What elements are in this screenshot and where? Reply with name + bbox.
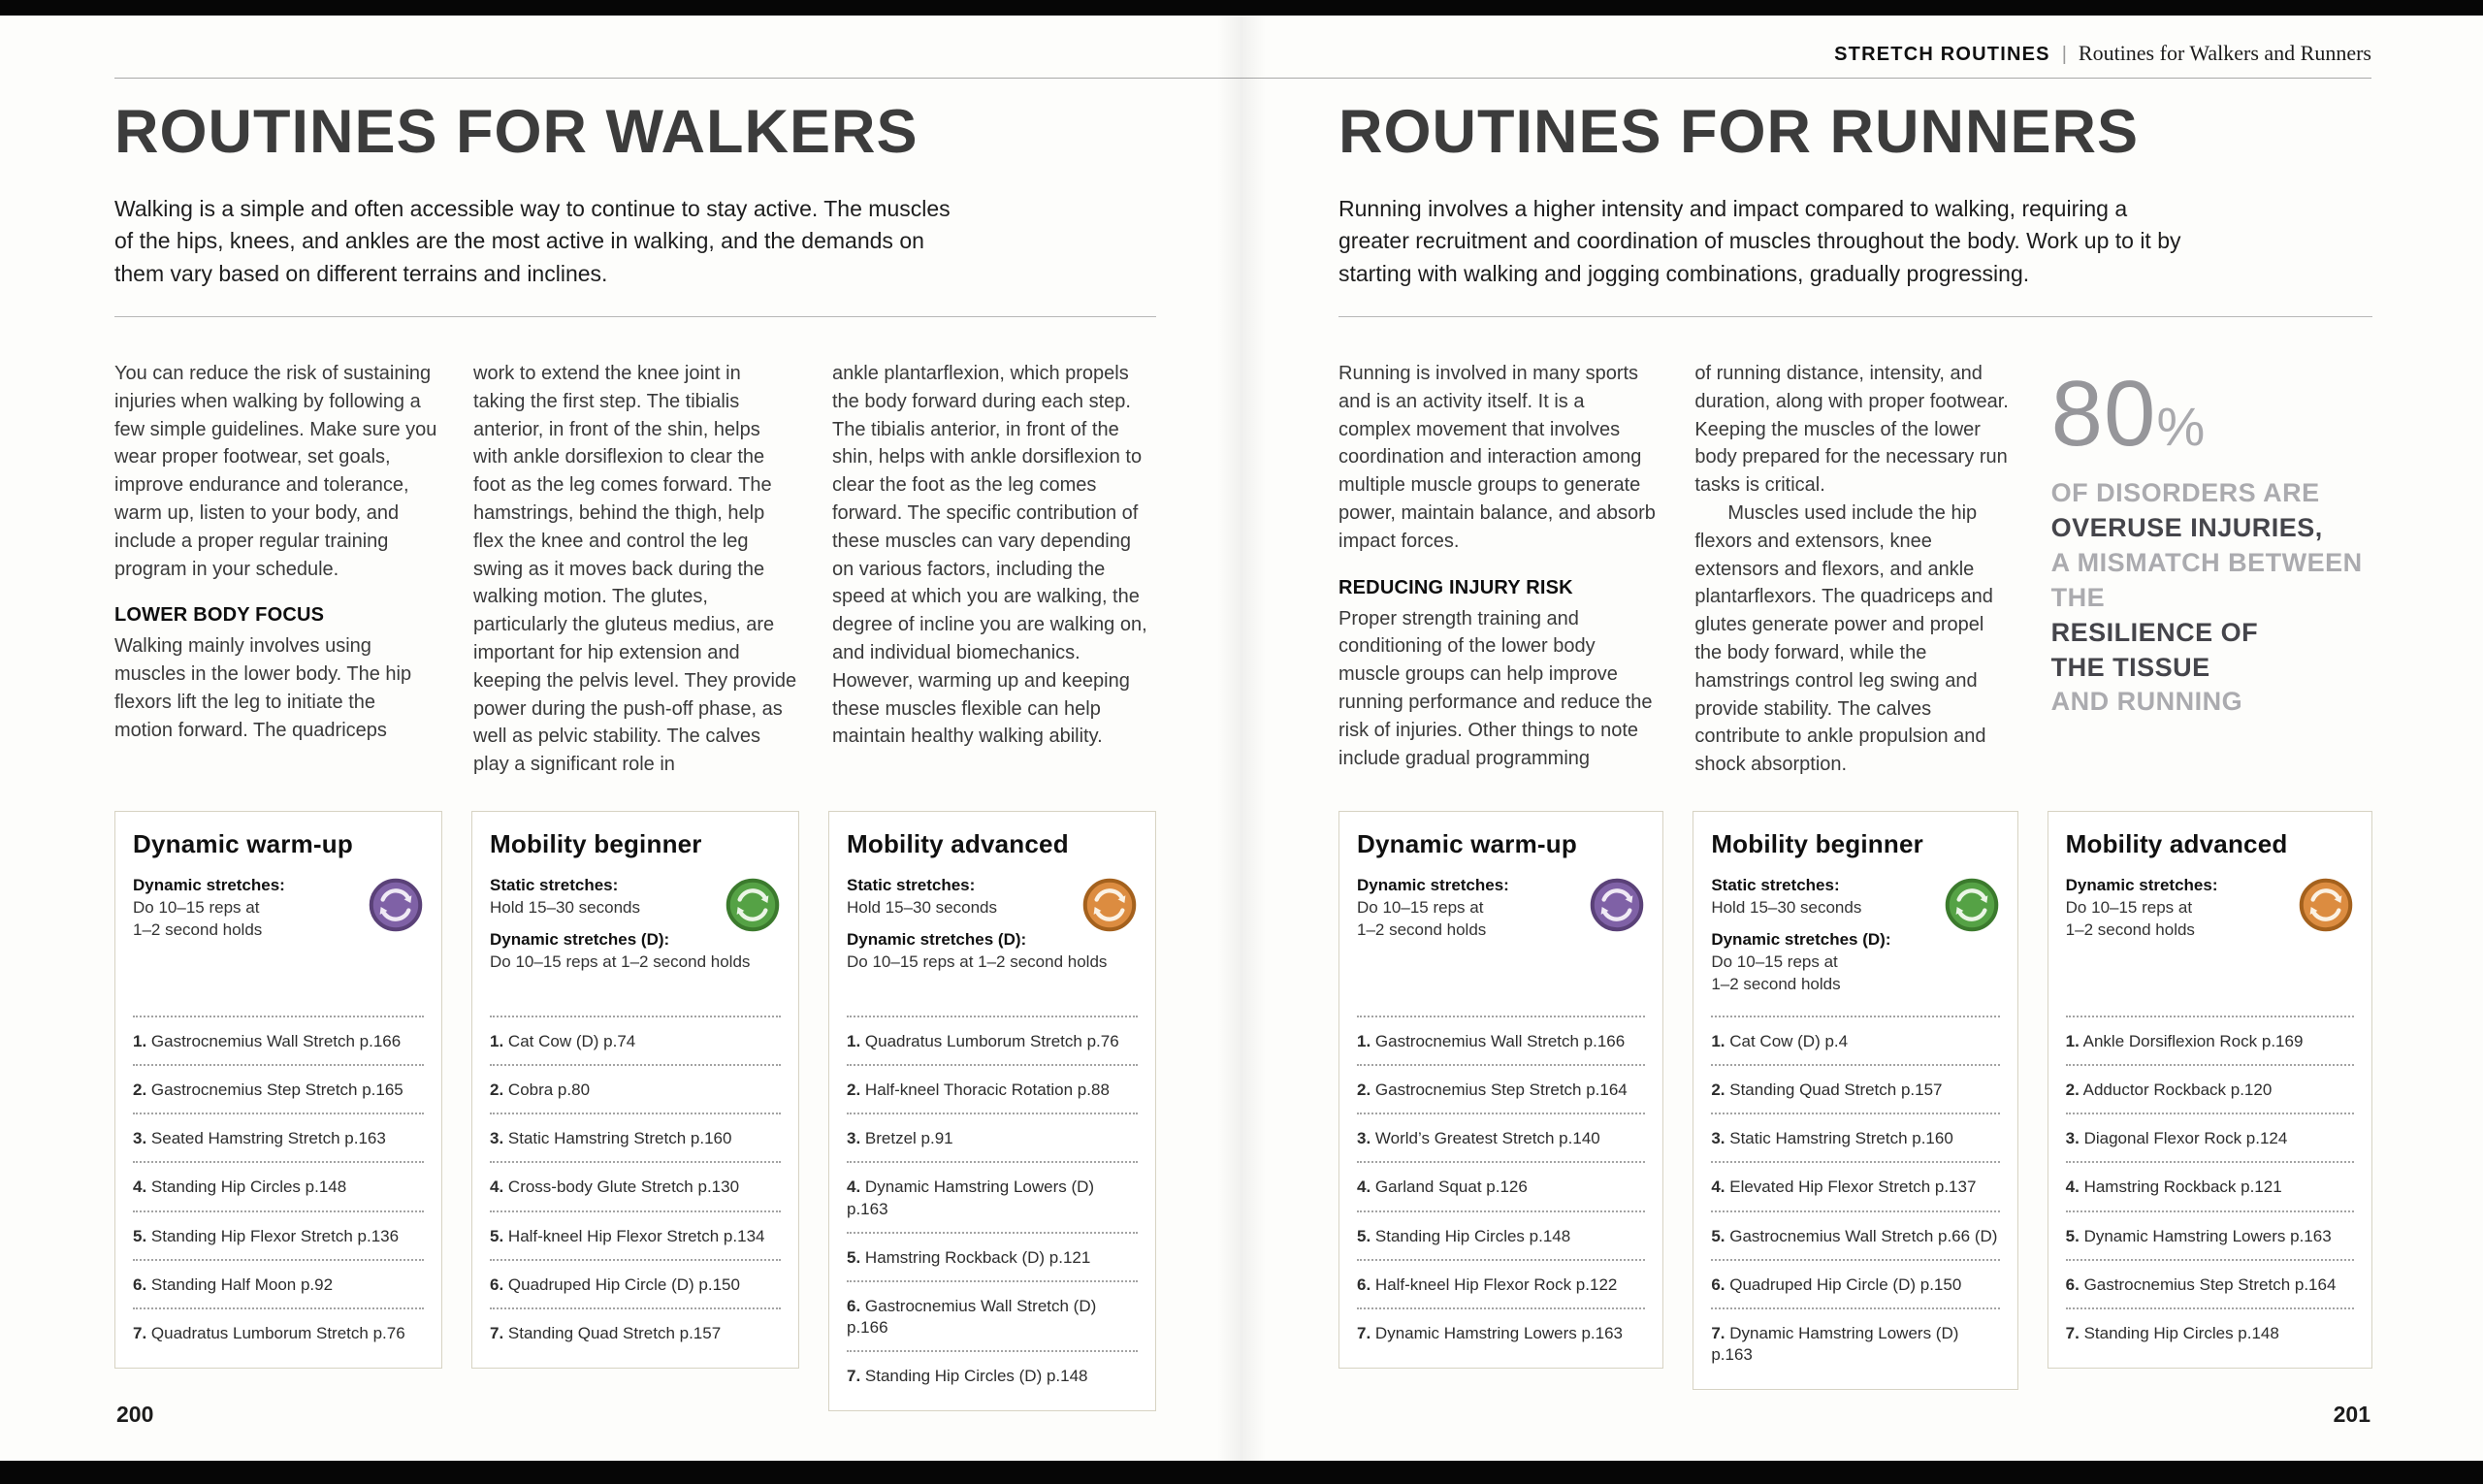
- item-number: 3.: [133, 1129, 147, 1148]
- routine-card-header: [490, 875, 781, 1016]
- routine-list-item: [1357, 1259, 1645, 1307]
- stretch-name: Static Hamstring Stretch p.160: [503, 1129, 732, 1148]
- item-number: 4.: [490, 1178, 504, 1197]
- routine-list-item: [133, 1161, 424, 1210]
- stretch-instruction: Do 10–15 reps at: [2065, 898, 2193, 918]
- stretch-name: Gastrocnemius Step Stretch p.164: [1370, 1081, 1628, 1100]
- stretch-name: Standing Quad Stretch p.157: [503, 1323, 722, 1342]
- item-number: 3.: [490, 1129, 504, 1148]
- routine-card-title: Dynamic warm-up: [133, 829, 353, 858]
- statistic-text-line: AND RUNNING: [2050, 687, 2243, 717]
- routine-list-item: [1711, 1161, 1999, 1210]
- text-column: [1338, 360, 1660, 779]
- stretch-name: Standing Hip Flexor Stretch p.136: [146, 1226, 400, 1245]
- stretch-name: Cat Cow (D) p.4: [1725, 1032, 1849, 1051]
- routine-card-title: Mobility beginner: [1711, 829, 1923, 858]
- text-column: [1694, 360, 2015, 779]
- stretch-type-label: Static stretches:: [490, 876, 619, 895]
- body-paragraph: of running distance, intensity, and duration, along with proper footwear. Keeping the muscles of the lower body prepared for the necessary run tasks is critical.: [1694, 363, 2009, 497]
- stretch-instruction: Do 10–15 reps at: [1357, 898, 1484, 918]
- routine-list-item: [1711, 1113, 1999, 1161]
- statistic-number: 80: [2050, 362, 2157, 467]
- cycle-arrows-icon: [1944, 877, 2000, 933]
- routine-list-item: [490, 1064, 781, 1113]
- intro-paragraph-runners: Running involves a higher intensity and impact compared to walking, requiring a greater recruitment and coordination of muscles throughout the body. Work up to it by starting with walking and jogging combinations, gradually progressing.: [1338, 196, 2181, 286]
- statistic-text-line: OF DISORDERS ARE: [2050, 478, 2320, 508]
- routine-list-item: [490, 1113, 781, 1161]
- item-number: 7.: [133, 1323, 147, 1342]
- stretch-name: Gastrocnemius Step Stretch p.165: [146, 1081, 403, 1100]
- stretch-name: Standing Hip Circles p.148: [146, 1178, 347, 1197]
- routine-card: [828, 811, 1156, 1411]
- statistic-text-line: A MISMATCH BETWEEN THE: [2050, 547, 2363, 612]
- stretch-name: Ankle Dorsiflexion Rock p.169: [2079, 1032, 2304, 1051]
- stretch-instruction: Do 10–15 reps at: [133, 898, 260, 918]
- stretch-name: Standing Quad Stretch p.157: [1725, 1081, 1943, 1100]
- intro-rule: [1338, 316, 2372, 317]
- stretch-name: Hamstring Rockback p.121: [2079, 1178, 2282, 1197]
- routine-card: [1338, 811, 1663, 1369]
- column-subheading: REDUCING INJURY RISK: [1338, 576, 1573, 598]
- page-title-runners: ROUTINES FOR RUNNERS: [1338, 98, 2140, 166]
- routine-list-item: [133, 1259, 424, 1307]
- stretch-name: Garland Squat p.126: [1370, 1178, 1528, 1197]
- stretch-instruction: 1–2 second holds: [1711, 974, 1841, 993]
- routine-list-item: [1711, 1307, 1999, 1377]
- routine-list-item: [1357, 1064, 1645, 1113]
- stretch-name: Diagonal Flexor Rock p.124: [2079, 1129, 2288, 1148]
- stretch-name: Standing Half Moon p.92: [146, 1274, 334, 1294]
- routine-card: [1693, 811, 2017, 1390]
- routine-card-title: Mobility advanced: [2065, 829, 2288, 858]
- stretch-type-label: Dynamic stretches:: [1357, 876, 1509, 895]
- routine-list-item: [847, 1064, 1138, 1113]
- routine-list-item: [490, 1307, 781, 1356]
- item-number: 1.: [490, 1032, 504, 1051]
- routine-list-item: [1357, 1210, 1645, 1259]
- section-subtitle: Routines for Walkers and Runners: [2078, 41, 2371, 65]
- routine-list-item: [847, 1232, 1138, 1280]
- item-number: 2.: [2065, 1081, 2080, 1100]
- stretch-instruction: Hold 15–30 seconds: [847, 898, 998, 918]
- routine-card: [471, 811, 799, 1369]
- stretch-name: Gastrocnemius Step Stretch p.164: [2079, 1274, 2337, 1294]
- routine-list-item: [847, 1161, 1138, 1231]
- stretch-type-label: Static stretches:: [847, 876, 976, 895]
- stretch-instruction: Hold 15–30 seconds: [1711, 898, 1862, 918]
- routine-card-title: Mobility advanced: [847, 829, 1069, 858]
- stretch-instruction: Do 10–15 reps at 1–2 second holds: [847, 952, 1108, 971]
- item-number: 5.: [133, 1226, 147, 1245]
- routine-list: [847, 1016, 1138, 1399]
- routine-list: [1357, 1016, 1645, 1356]
- stretch-type-label: Dynamic stretches (D):: [490, 930, 670, 950]
- routine-list-item: [490, 1210, 781, 1259]
- stretch-instruction: 1–2 second holds: [2065, 920, 2195, 940]
- item-number: 2.: [490, 1081, 504, 1100]
- body-paragraph: Muscles used include the hip flexors and extensors, knee extensors and flexors, and ankle plantarflexors. The quadriceps and glutes generate power and propel the body forward, while the hamstrings control leg swing and provide stability. The calves contribute to ankle propulsion and shock absorption.: [1694, 502, 1993, 776]
- column-subheading: LOWER BODY FOCUS: [114, 604, 325, 627]
- item-number: 3.: [2065, 1129, 2080, 1148]
- item-number: 3.: [847, 1129, 861, 1148]
- body-columns-walkers: [114, 360, 1156, 779]
- routine-list-item: [2066, 1016, 2354, 1064]
- stretch-instruction: Hold 15–30 seconds: [490, 898, 641, 918]
- cycle-arrows-icon: [368, 877, 424, 933]
- item-number: 4.: [1357, 1178, 1371, 1197]
- item-number: 5.: [2065, 1226, 2080, 1245]
- cycle-arrows-icon: [1081, 877, 1138, 933]
- stretch-name: Gastrocnemius Wall Stretch p.166: [1370, 1032, 1626, 1051]
- routine-list-item: [2066, 1064, 2354, 1113]
- statistic-callout: [2051, 360, 2372, 779]
- percent-sign: %: [2156, 396, 2207, 458]
- stretch-name: Seated Hamstring Stretch p.163: [146, 1129, 386, 1148]
- routine-list-item: [2066, 1161, 2354, 1210]
- statistic-caption: [2051, 476, 2372, 720]
- item-number: 6.: [2065, 1274, 2080, 1294]
- statistic-value: [2050, 362, 2372, 467]
- routine-card-header: [133, 875, 424, 1016]
- routine-card: [114, 811, 442, 1369]
- routine-list-item: [490, 1259, 781, 1307]
- stretch-type-label: Dynamic stretches (D):: [1711, 930, 1891, 950]
- item-number: 4.: [1711, 1178, 1725, 1197]
- routine-card-title: Dynamic warm-up: [1357, 829, 1577, 858]
- routine-list: [1711, 1016, 1999, 1377]
- routine-list: [2066, 1016, 2354, 1356]
- text-column: [114, 360, 438, 779]
- routine-card-header: [1711, 875, 1999, 1016]
- stretch-name: Dynamic Hamstring Lowers (D) p.163: [1711, 1323, 1959, 1364]
- section-label: STRETCH ROUTINES: [1834, 44, 2050, 65]
- intro-rule: [114, 316, 1156, 317]
- item-number: 6.: [133, 1274, 147, 1294]
- routine-list-item: [490, 1161, 781, 1210]
- cycle-arrows-icon: [725, 877, 781, 933]
- routine-list-item: [1711, 1259, 1999, 1307]
- stretch-instruction: 1–2 second holds: [1357, 920, 1487, 940]
- item-number: 1.: [2065, 1032, 2080, 1051]
- statistic-text-line: RESILIENCE OF: [2050, 617, 2259, 647]
- item-number: 2.: [1711, 1081, 1725, 1100]
- routine-list-item: [1357, 1307, 1645, 1356]
- routine-list-item: [2066, 1210, 2354, 1259]
- text-column: [832, 360, 1156, 779]
- body-paragraph: Running is involved in many sports and is an activity itself. It is a complex movement that involves coordination and interaction among multiple muscle groups to generate power, maintain balance, and absorb impact forces.: [1338, 363, 1656, 552]
- routine-list-item: [2066, 1307, 2354, 1356]
- text-column: [473, 360, 797, 779]
- item-number: 3.: [1357, 1129, 1371, 1148]
- stretch-name: Quadruped Hip Circle (D) p.150: [503, 1274, 740, 1294]
- item-number: 4.: [847, 1178, 861, 1197]
- routine-list-item: [1711, 1064, 1999, 1113]
- routine-list-item: [847, 1113, 1138, 1161]
- spread-gutter: [1217, 16, 1266, 1461]
- stretch-name: Half-kneel Hip Flexor Rock p.122: [1370, 1274, 1618, 1294]
- stretch-name: Static Hamstring Stretch p.160: [1725, 1129, 1953, 1148]
- item-number: 4.: [2065, 1178, 2080, 1197]
- stretch-instruction: Do 10–15 reps at 1–2 second holds: [490, 952, 751, 971]
- item-number: 2.: [133, 1081, 147, 1100]
- page-bottom-edge: [0, 1461, 2483, 1484]
- routine-list-item: [1711, 1016, 1999, 1064]
- routine-list-item: [133, 1113, 424, 1161]
- routine-list-item: [133, 1210, 424, 1259]
- stretch-type-label: Dynamic stretches:: [133, 876, 285, 895]
- stretch-name: Bretzel p.91: [860, 1129, 953, 1148]
- routine-cards-walkers: [114, 811, 1156, 1411]
- routine-list-item: [1357, 1113, 1645, 1161]
- cycle-arrows-icon: [1589, 877, 1645, 933]
- item-number: 5.: [1711, 1226, 1725, 1245]
- stretch-name: Cross-body Glute Stretch p.130: [503, 1178, 740, 1197]
- stretch-type-group: [1711, 929, 1999, 996]
- stretch-instruction: 1–2 second holds: [133, 920, 263, 940]
- stretch-name: Standing Hip Circles p.148: [2079, 1323, 2279, 1342]
- statistic-text-line: OVERUSE INJURIES,: [2050, 512, 2323, 542]
- routine-list-item: [1357, 1161, 1645, 1210]
- stretch-type-label: Static stretches:: [1711, 876, 1840, 895]
- item-number: 6.: [847, 1296, 861, 1315]
- item-number: 2.: [847, 1081, 861, 1100]
- stretch-instruction: Do 10–15 reps at: [1711, 952, 1838, 971]
- routine-cards-runners: [1338, 811, 2372, 1390]
- routine-card-header: [2066, 875, 2354, 1016]
- stretch-type-group: [847, 929, 1138, 974]
- stretch-name: Standing Hip Circles p.148: [1370, 1226, 1571, 1245]
- intro-paragraph-walkers: Walking is a simple and often accessible way to continue to stay active. The muscles of the hips, knees, and ankles are the most active in walking, and the demands on them vary based on different terrains and inclines.: [114, 196, 951, 286]
- routine-card-header: [847, 875, 1138, 1016]
- statistic-text-line: THE TISSUE: [2050, 652, 2210, 682]
- routine-list-item: [133, 1307, 424, 1356]
- item-number: 1.: [1711, 1032, 1725, 1051]
- body-paragraph: Proper strength training and conditioning of the lower body muscle groups can help improve running performance and reduce the risk of injuries. Other things to note include gradual programming: [1338, 607, 1653, 769]
- stretch-name: Dynamic Hamstring Lowers (D) p.163: [847, 1178, 1095, 1218]
- body-paragraph: work to extend the knee joint in taking the first step. The tibialis anterior, in front of the shin, helps with ankle dorsiflexion to clear the foot as the leg comes forward. The hamstrings, behind the thigh, help flex the knee and control the leg swing as it moves back during the walking motion. The glutes, particularly the gluteus medius, are important for hip extension and keeping the pelvis level. They provide power during the push-off phase, as well as pelvic stability. The calves play a significant role in: [473, 363, 797, 776]
- routine-list-item: [490, 1016, 781, 1064]
- routine-list: [133, 1016, 424, 1356]
- item-number: 6.: [1711, 1274, 1725, 1294]
- header-divider: |: [2061, 44, 2067, 65]
- stretch-name: Gastrocnemius Wall Stretch p.66 (D): [1725, 1226, 1998, 1245]
- item-number: 5.: [1357, 1226, 1371, 1245]
- page-number-left: 200: [116, 1402, 154, 1427]
- item-number: 7.: [1711, 1323, 1725, 1342]
- stretch-name: Quadruped Hip Circle (D) p.150: [1725, 1274, 1962, 1294]
- body-paragraph: Walking mainly involves using muscles in the lower body. The hip flexors lift the leg to initiate the motion forward. The quadriceps: [114, 635, 412, 741]
- routine-card-title: Mobility beginner: [490, 829, 702, 858]
- routine-list-item: [2066, 1259, 2354, 1307]
- routine-list-item: [847, 1280, 1138, 1350]
- item-number: 7.: [490, 1323, 504, 1342]
- stretch-name: Dynamic Hamstring Lowers p.163: [1370, 1323, 1624, 1342]
- item-number: 5.: [490, 1226, 504, 1245]
- stretch-name: Adductor Rockback p.120: [2079, 1081, 2273, 1100]
- stretch-name: Quadratus Lumborum Stretch p.76: [860, 1032, 1119, 1051]
- routine-card-header: [1357, 875, 1645, 1016]
- page-number-right: 201: [2333, 1402, 2370, 1427]
- item-number: 7.: [1357, 1323, 1371, 1342]
- item-number: 3.: [1711, 1129, 1725, 1148]
- body-paragraph: ankle plantarflexion, which propels the body forward during each step. The tibialis anterior, in front of the shin, helps with ankle dorsiflexion to clear the foot as the leg comes forward. The specific contribution of these muscles can vary depending on various factors, including the speed at which you are walking, the degree of incline you are walking on, and individual biomechanics. However, warming up and keeping these muscles flexible can help maintain healthy walking ability.: [832, 363, 1147, 748]
- item-number: 6.: [1357, 1274, 1371, 1294]
- stretch-name: World’s Greatest Stretch p.140: [1370, 1129, 1600, 1148]
- item-number: 1.: [1357, 1032, 1371, 1051]
- item-number: 1.: [133, 1032, 147, 1051]
- routine-list-item: [1357, 1016, 1645, 1064]
- routine-list-item: [847, 1016, 1138, 1064]
- item-number: 2.: [1357, 1081, 1371, 1100]
- routine-card: [2048, 811, 2372, 1369]
- stretch-name: Gastrocnemius Wall Stretch p.166: [146, 1032, 402, 1051]
- routine-list-item: [847, 1350, 1138, 1399]
- stretch-name: Quadratus Lumborum Stretch p.76: [146, 1323, 405, 1342]
- routine-list-item: [133, 1016, 424, 1064]
- item-number: 4.: [133, 1178, 147, 1197]
- body-paragraph: You can reduce the risk of sustaining injuries when walking by following a few simple guidelines. Make sure you wear proper footwear, set goals, improve endurance and tolerance, warm up, listen to your body, and include a proper regular training program in your schedule.: [114, 363, 437, 580]
- routine-list-item: [1711, 1210, 1999, 1259]
- stretch-name: Cat Cow (D) p.74: [503, 1032, 636, 1051]
- stretch-type-label: Dynamic stretches (D):: [847, 930, 1027, 950]
- stretch-name: Hamstring Rockback (D) p.121: [860, 1247, 1091, 1267]
- item-number: 1.: [847, 1032, 861, 1051]
- page-runners: [1338, 0, 2372, 1484]
- stretch-name: Half-kneel Hip Flexor Stretch p.134: [503, 1226, 765, 1245]
- routine-list-item: [2066, 1113, 2354, 1161]
- routine-list: [490, 1016, 781, 1356]
- stretch-type-label: Dynamic stretches:: [2065, 876, 2218, 895]
- item-number: 7.: [847, 1366, 861, 1385]
- stretch-name: Cobra p.80: [503, 1081, 591, 1100]
- page-walkers: [114, 0, 1156, 1484]
- item-number: 5.: [847, 1247, 861, 1267]
- item-number: 6.: [490, 1274, 504, 1294]
- body-columns-runners: [1338, 360, 2372, 779]
- page-title-walkers: ROUTINES FOR WALKERS: [114, 98, 919, 166]
- stretch-name: Dynamic Hamstring Lowers p.163: [2079, 1226, 2332, 1245]
- stretch-type-group: [490, 929, 781, 974]
- stretch-name: Standing Hip Circles (D) p.148: [860, 1366, 1088, 1385]
- item-number: 7.: [2065, 1323, 2080, 1342]
- routine-list-item: [133, 1064, 424, 1113]
- stretch-name: Half-kneel Thoracic Rotation p.88: [860, 1081, 1110, 1100]
- stretch-name: Gastrocnemius Wall Stretch (D) p.166: [847, 1296, 1097, 1337]
- stretch-name: Elevated Hip Flexor Stretch p.137: [1725, 1178, 1977, 1197]
- cycle-arrows-icon: [2298, 877, 2354, 933]
